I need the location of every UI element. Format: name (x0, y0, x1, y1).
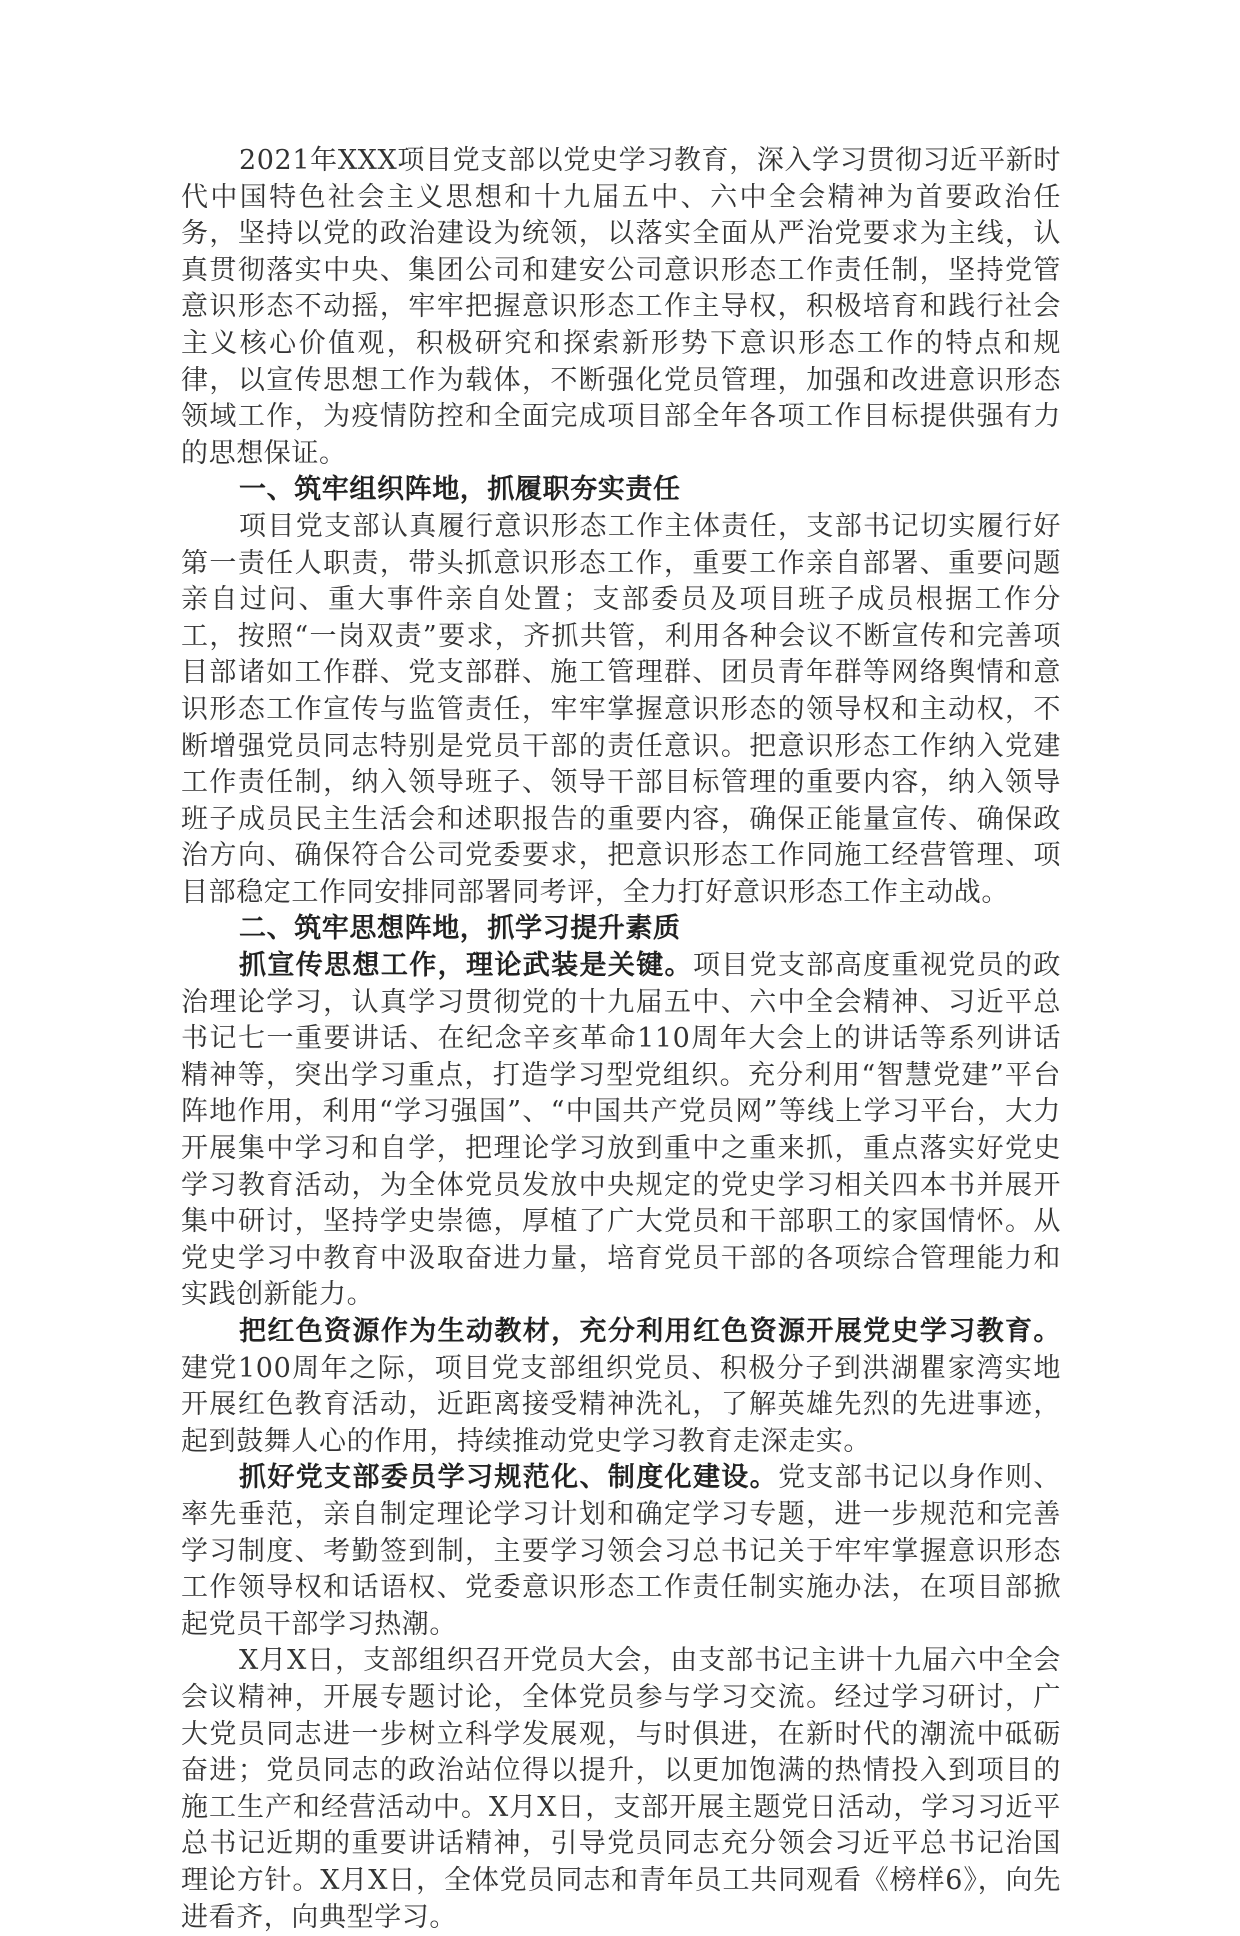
paragraph-lead-bold: 抓宣传思想工作，理论武装是关键。 (239, 950, 693, 982)
red-resources-paragraph (181, 1314, 1061, 1460)
document-page (181, 143, 1061, 1936)
paragraph-body: 项目党支部高度重视党员的政治理论学习，认真学习贯彻党的十九届五中、六中全会精神、习近平总书记七一重要讲话、在纪念辛亥革命110周年大会上的讲话等系列讲话精神等，突出学习重点，打造学习型党组织。充分利用“智慧党建”平台阵地作用，利用“学习强国”、“中国共产党员网”等线上学习平台，大力开展集中学习和自学，把理论学习放到重中之重来抓，重点落实好党史学习教育活动，为全体党员发放中央规定的党史学习相关四本书并展开集中研讨，坚持学史崇德，厚植了广大党员和干部职工的家国情怀。从党史学习中教育中汲取奋进力量，培育党员干部的各项综合管理能力和实践创新能力。 (181, 950, 1061, 1311)
paragraph-lead-bold: 把红色资源作为生动教材，充分利用红色资源开展党史学习教育。 (239, 1316, 1061, 1347)
theory-study-paragraph (181, 948, 1061, 1314)
paragraph-body: 党支部书记以身作则、率先垂范，亲自制定理论学习计划和确定学习专题，进一步规范和完善学习制度、考勤签到制，主要学习领会习总书记关于牢牢掌握意识形态工作领导权和话语权、党委意识形态工作责任制实施办法，在项目部掀起党员干部学习热潮。 (181, 1462, 1062, 1640)
activities-paragraph: X月X日，支部组织召开党员大会，由支部书记主讲十九届六中全会会议精神，开展专题讨论，全体党员参与学习交流。经过学习研讨，广大党员同志进一步树立科学发展观，与时俱进，在新时代的潮流中砥砺奋进；党员同志的政治站位得以提升，以更加饱满的热情投入到项目的施工生产和经营活动中。X月X日，支部开展主题党日活动，学习习近平总书记近期的重要讲话精神，引导党员同志充分领会习近平总书记治国理论方针。X月X日，全体党员同志和青年员工共同观看《榜样6》，向先进看齐，向典型学习。 (181, 1645, 1061, 1933)
paragraph-lead-bold: 抓好党支部委员学习规范化、制度化建设。 (239, 1462, 779, 1494)
intro-paragraph: 2021年XXX项目党支部以党史学习教育，深入学习贯彻习近平新时代中国特色社会主义思想和十九届五中、六中全会精神为首要政治任务，坚持以党的政治建设为统领，以落实全面从严治党要求为主线，认真贯彻落实中央、集团公司和建安公司意识形态工作责任制，坚持党管意识形态不动摇，牢牢把握意识形态工作主导权，积极培育和践行社会主义核心价值观，积极研究和探索新形势下意识形态工作的特点和规律，以宣传思想工作为载体，不断强化党员管理，加强和改进意识形态领域工作，为疫情防控和全面完成项目部全年各项工作目标提供强有力的思想保证。 (181, 145, 1061, 469)
section-heading-2: 二、筑牢思想阵地，抓学习提升素质 (239, 913, 681, 945)
section-heading-1: 一、筑牢组织阵地，抓履职夯实责任 (239, 474, 681, 506)
committee-study-paragraph (181, 1460, 1061, 1643)
section-1-paragraph: 项目党支部认真履行意识形态工作主体责任，支部书记切实履行好第一责任人职责，带头抓意识形态工作，重要工作亲自部署、重要问题亲自过问、重大事件亲自处置；支部委员及项目班子成员根据工作分工，按照“一岗双责”要求，齐抓共管，利用各种会议不断宣传和完善项目部诸如工作群、党支部群、施工管理群、团员青年群等网络舆情和意识形态工作宣传与监管责任，牢牢掌握意识形态的领导权和主动权，不断增强党员同志特别是党员干部的责任意识。把意识形态工作纳入党建工作责任制，纳入领导班子、领导干部目标管理的重要内容，纳入领导班子成员民主生活会和述职报告的重要内容，确保正能量宣传、确保政治方向、确保符合公司党委要求，把意识形态工作同施工经营管理、项目部稳定工作同安排同部署同考评，全力打好意识形态工作主动战。 (181, 510, 1061, 908)
paragraph-body: 建党100周年之际，项目党支部组织党员、积极分子到洪湖瞿家湾实地开展红色教育活动，近距离接受精神洗礼，了解英雄先烈的先进事迹，起到鼓舞人心的作用，持续推动党史学习教育走深走实。 (181, 1352, 1061, 1457)
